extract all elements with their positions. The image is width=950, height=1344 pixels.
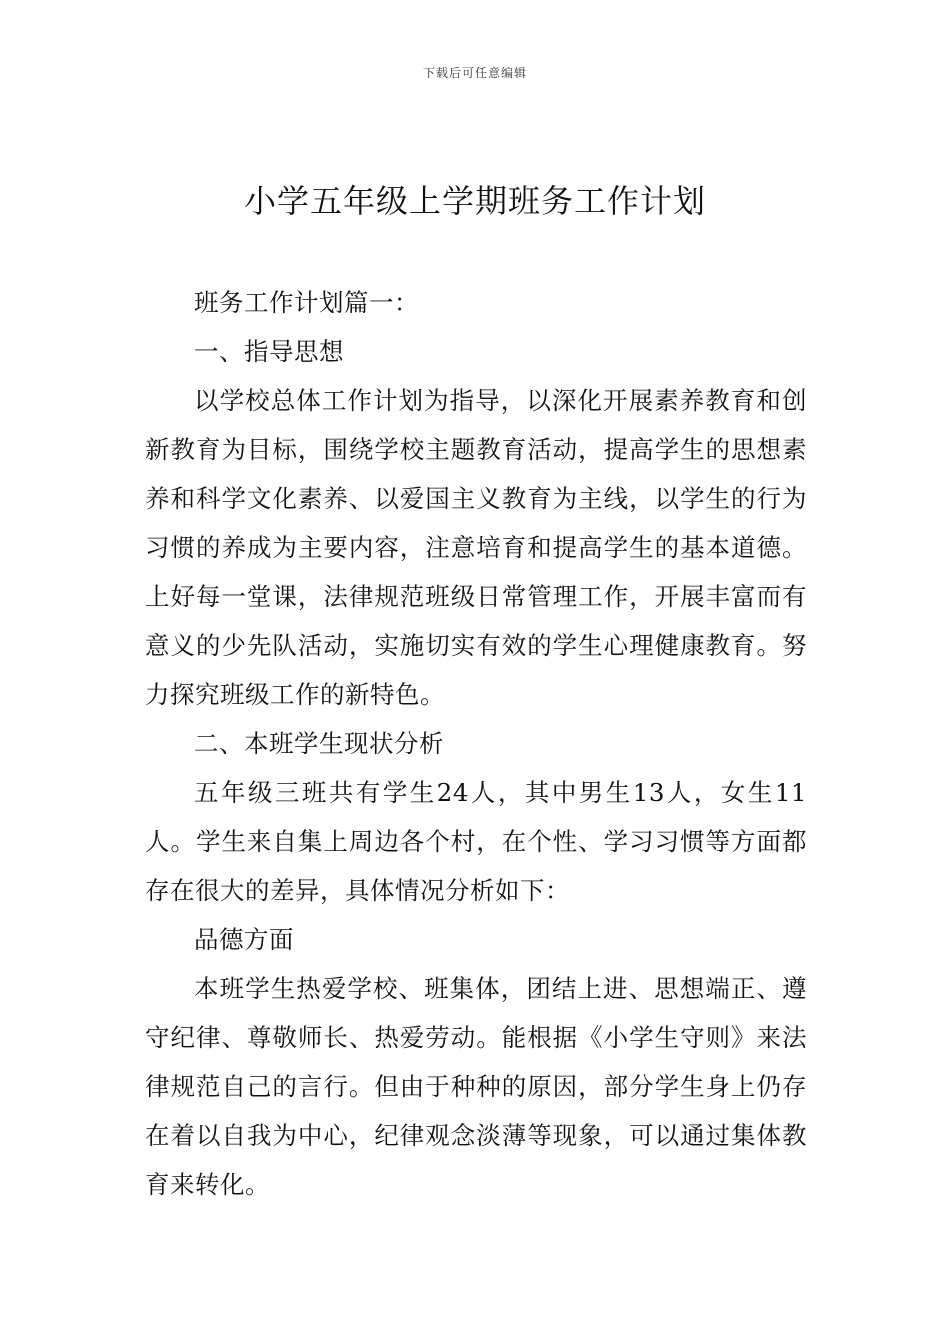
document-body: [145, 278, 807, 1209]
paragraph-moral: 本班学生热爱学校、班集体，团结上进、思想端正、遵守纪律、尊敬师长、热爱劳动。能根据《小学生守则》来法律规范自己的言行。但由于种种的原因，部分学生身上仍存在着以自我为中心，纪律观念淡薄等现象，可以通过集体教育来转化。: [145, 974, 807, 1199]
subheading-moral: 品德方面: [194, 925, 294, 954]
header-note: 下载后可任意编辑: [422, 66, 527, 80]
section-heading-plan: 班务工作计划篇一：: [194, 288, 419, 317]
section-heading-class-analysis: 二、本班学生现状分析: [194, 729, 444, 758]
paragraph-class-analysis: 五年级三班共有学生24人，其中男生13人，女生11人。学生来自集上周边各个村，在个性、学习习惯等方面都存在很大的差异，具体情况分析如下：: [145, 778, 807, 905]
section-heading-guiding-idea: 一、指导思想: [194, 337, 344, 366]
document-title: 小学五年级上学期班务工作计划: [243, 182, 706, 220]
paragraph-guiding-idea: 以学校总体工作计划为指导，以深化开展素养教育和创新教育为目标，围绕学校主题教育活动，提高学生的思想素养和科学文化素养、以爱国主义教育为主线，以学生的行为习惯的养成为主要内容，注意培育和提高学生的基本道德。上好每一堂课，法律规范班级日常管理工作，开展丰富而有意义的少先队活动，实施切实有效的学生心理健康教育。努力探究班级工作的新特色。: [145, 386, 807, 709]
